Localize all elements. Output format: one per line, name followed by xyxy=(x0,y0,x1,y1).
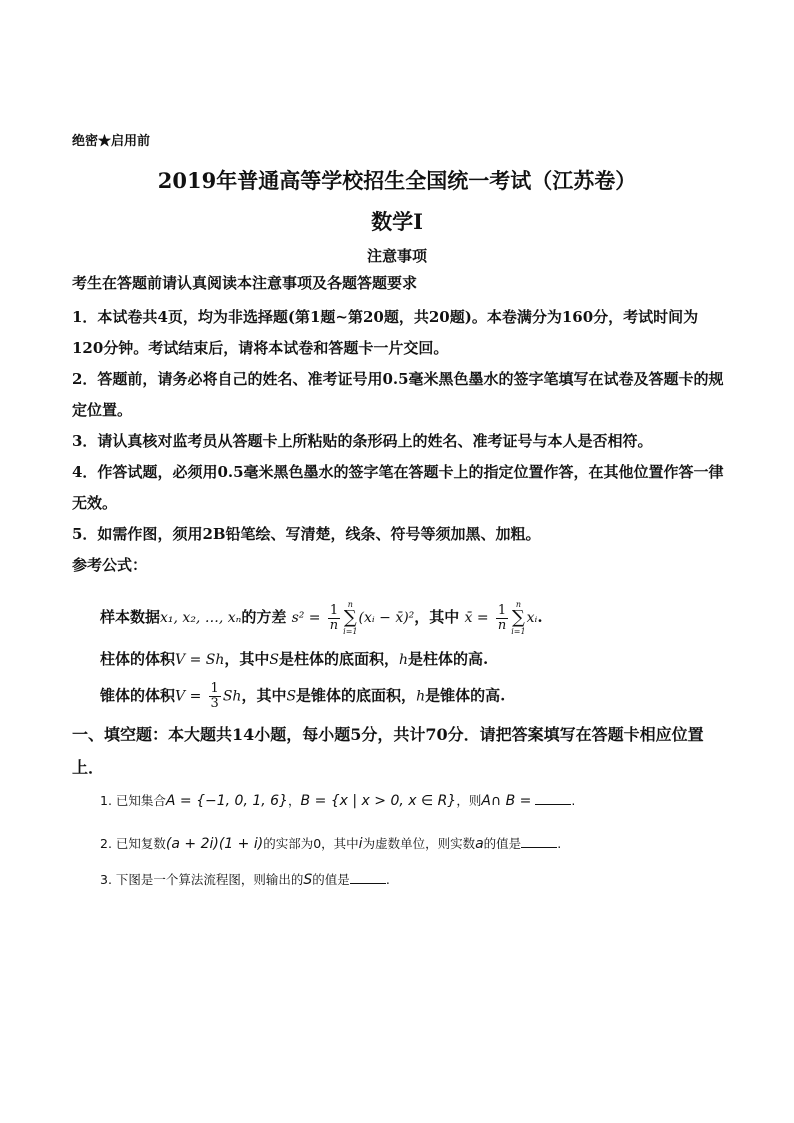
q3-end: . xyxy=(385,872,390,887)
q2-prefix: 2. 已知复数 xyxy=(100,836,166,851)
fraction-numerator: 1 xyxy=(328,604,340,619)
notice-list xyxy=(72,302,727,550)
fraction-denominator: n xyxy=(329,617,339,633)
variance-formula xyxy=(100,600,543,636)
variance-lhs: s² = xyxy=(291,610,321,626)
q2-mid3: 的值是 xyxy=(483,836,522,851)
cone-prefix: 锥体的体积 xyxy=(100,686,176,705)
question-1 xyxy=(100,791,575,809)
cone-fraction xyxy=(209,682,221,711)
notice-item: 4．作答试题，必须用0.5毫米黑色墨水的签字笔在答题卡上的指定位置作答，在其他位置作答一律无效。 xyxy=(72,463,724,512)
prism-volume-formula xyxy=(100,648,488,669)
sigma-icon: ∑ xyxy=(343,607,357,628)
cone-mid1: ，其中 xyxy=(241,686,287,705)
fraction-denominator: n xyxy=(497,617,507,633)
variance-mid: 的方差 xyxy=(241,608,287,626)
q1-intersection: A∩ B = xyxy=(481,793,532,809)
prism-mid1: ，其中 xyxy=(224,650,270,668)
q2-mid1: 的实部为0，其中 xyxy=(263,836,359,851)
q2-complex-expr: (a + 2i)(1 + i) xyxy=(165,836,264,852)
answer-blank xyxy=(350,871,386,884)
notice-heading: 注意事项 xyxy=(366,247,427,265)
sum-symbol xyxy=(343,600,357,636)
sum-lower: i=1 xyxy=(511,627,526,636)
fraction-numerator: 1 xyxy=(210,681,219,696)
q2-i-symbol: i xyxy=(358,836,363,852)
cone-end: 是锥体的高. xyxy=(425,686,506,705)
variance-fraction xyxy=(328,604,340,633)
notice-intro: 考生在答题前请认真阅读本注意事项及各题答题要求 xyxy=(72,274,418,292)
question-3 xyxy=(100,870,390,888)
variance-sep: ，其中 xyxy=(414,608,460,626)
q3-prefix: 3. 下图是一个算法流程图，则输出的 xyxy=(100,872,304,887)
cone-lhs: V = xyxy=(175,688,202,705)
q1-end: . xyxy=(571,793,576,808)
question-2 xyxy=(100,834,561,852)
secret-label: 绝密★启用前 xyxy=(72,134,151,149)
mean-lhs: x̄ = xyxy=(464,610,489,626)
notice-item: 1．本试卷共4页，均为非选择题(第1题~第20题，共20题)。本卷满分为160分，考试时间为120分钟。考试结束后，请将本试卷和答题卡一片交回。 xyxy=(72,308,699,357)
exam-title: 2019年普通高等学校招生全国统一考试（江苏卷） xyxy=(157,168,637,193)
q1-set-a: A = {−1, 0, 1, 6} xyxy=(165,793,288,809)
subject-title: 数学Ⅰ xyxy=(371,209,423,234)
q1-sep: ， xyxy=(288,793,301,808)
variance-sum-body: (xᵢ − x̄)² xyxy=(358,610,415,626)
q1-prefix: 1. 已知集合 xyxy=(100,793,166,808)
sum-upper: n xyxy=(515,600,521,609)
sum-lower: i=1 xyxy=(343,627,358,636)
notice-item: 3．请认真核对监考员从答题卡上所粘贴的条形码上的姓名、准考证号与本人是否相符。 xyxy=(72,432,653,450)
fraction-denominator: 3 xyxy=(210,696,219,711)
q2-end: . xyxy=(557,836,562,851)
mean-fraction xyxy=(496,604,508,633)
prism-expr: V = Sh xyxy=(175,652,225,668)
formula-heading: 参考公式： xyxy=(72,556,148,574)
q1-mid: ，则 xyxy=(456,793,482,808)
variance-end: . xyxy=(537,608,543,626)
sum-upper: n xyxy=(347,600,353,609)
answer-blank xyxy=(521,835,557,848)
prism-s-symbol: S xyxy=(269,652,279,668)
cone-s-symbol: S xyxy=(286,688,297,705)
fraction-numerator: 1 xyxy=(496,604,508,619)
variance-prefix: 样本数据 xyxy=(100,608,161,626)
q3-s-symbol: S xyxy=(303,872,313,888)
q2-mid2: 为虚数单位，则实数 xyxy=(362,836,476,851)
prism-end: 是柱体的高. xyxy=(408,650,489,668)
q1-set-b: B = {x | x > 0, x ∈ R} xyxy=(300,793,457,809)
prism-h-symbol: h xyxy=(399,652,409,668)
cone-rhs: Sh xyxy=(222,688,242,705)
cone-volume-formula xyxy=(100,682,505,711)
cone-h-symbol: h xyxy=(416,688,426,705)
cone-mid2: 是锥体的底面积， xyxy=(296,686,417,705)
notice-item: 5．如需作图，须用2B铅笔绘、写清楚，线条、符号等须加黑、加粗。 xyxy=(72,525,541,543)
mean-sum-body: xᵢ xyxy=(526,610,538,626)
sample-data-expr: x₁, x₂, …, xₙ xyxy=(160,610,242,626)
prism-mid2: 是柱体的底面积， xyxy=(278,650,399,668)
sigma-icon: ∑ xyxy=(511,607,525,628)
q2-a-symbol: a xyxy=(475,836,484,852)
notice-item: 2．答题前，请务必将自己的姓名、准考证号用0.5毫米黑色墨水的签字笔填写在试卷及答题卡的规定位置。 xyxy=(72,370,724,419)
answer-blank xyxy=(535,792,571,805)
prism-prefix: 柱体的体积 xyxy=(100,650,176,668)
sum-symbol xyxy=(511,600,525,636)
section-heading: 一、填空题：本大题共14小题，每小题5分，共计70分．请把答案填写在答题卡相应位置上． xyxy=(72,725,704,777)
q3-mid: 的值是 xyxy=(312,872,350,887)
